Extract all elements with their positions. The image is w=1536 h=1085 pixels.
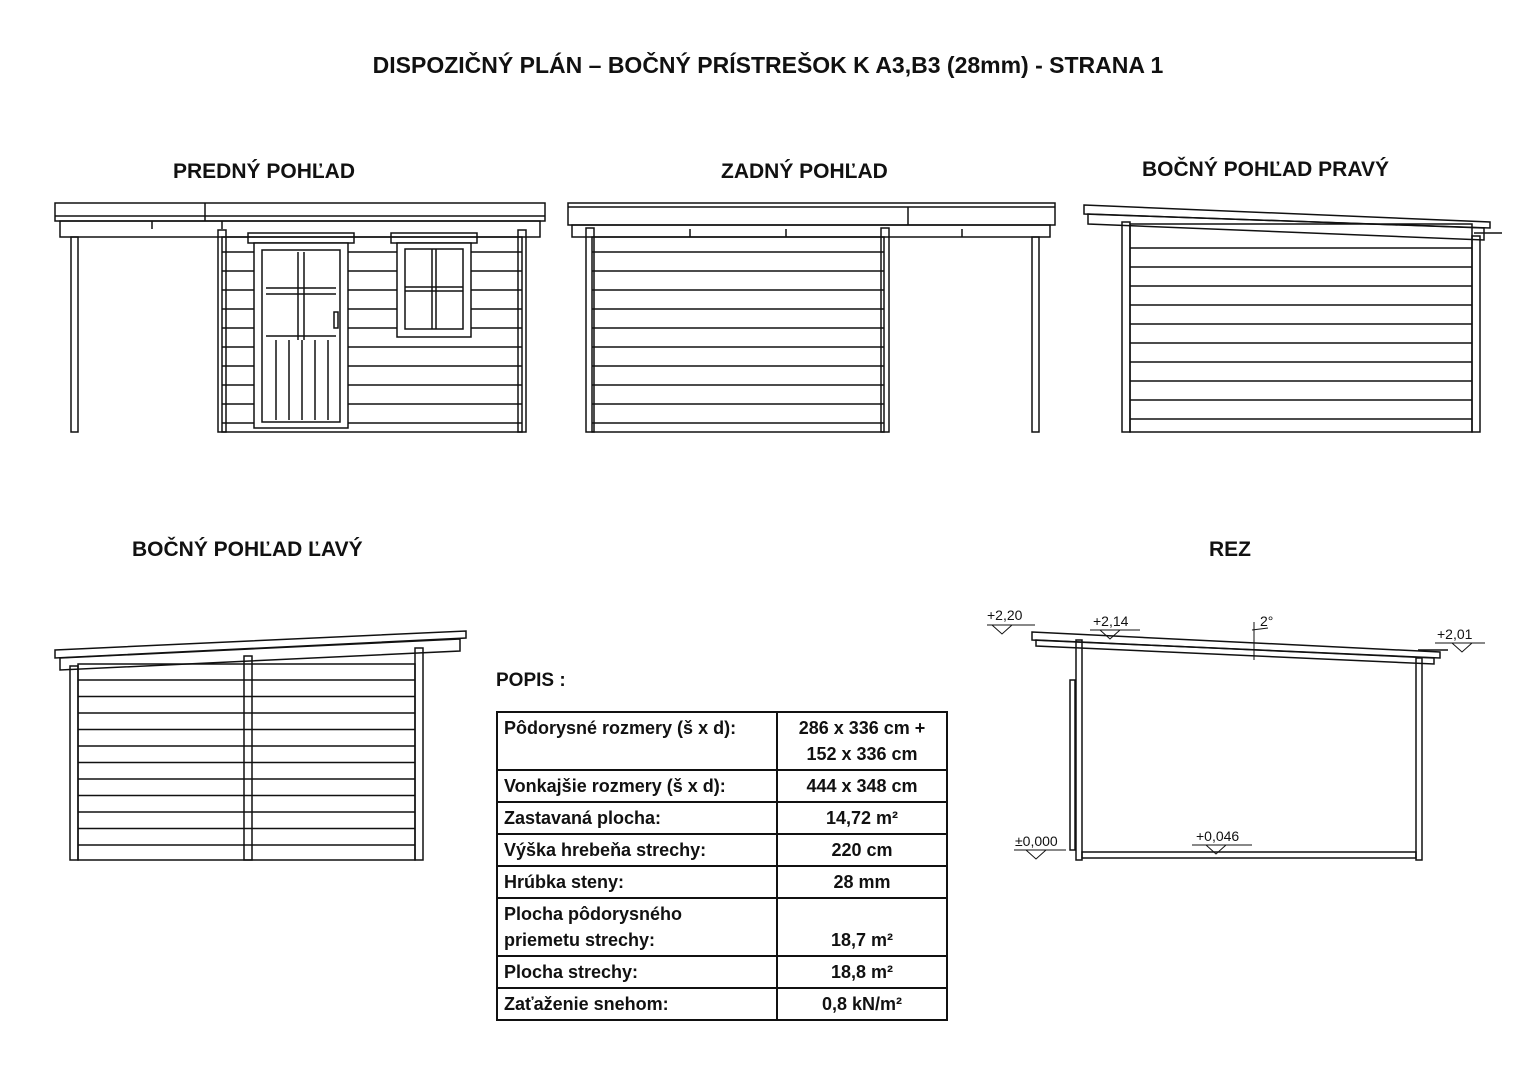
spec-label: Výška hrebeňa strechy: bbox=[497, 834, 777, 866]
level-roof-mid: +2,14 bbox=[1093, 613, 1129, 629]
level-ground: ±0,000 bbox=[1015, 833, 1058, 849]
spec-value: 220 cm bbox=[777, 834, 947, 866]
spec-value-line: 152 x 336 cm bbox=[806, 744, 918, 764]
table-row bbox=[497, 988, 947, 1020]
level-roof-left: +2,20 bbox=[987, 607, 1023, 623]
spec-label: Vonkajšie rozmery (š x d): bbox=[497, 770, 777, 802]
right-wall-boards bbox=[1130, 248, 1472, 419]
table-row bbox=[497, 712, 947, 770]
spec-value: 18,8 m² bbox=[777, 956, 947, 988]
table-row bbox=[497, 956, 947, 988]
table-row bbox=[497, 802, 947, 834]
spec-label: Plocha strechy: bbox=[497, 956, 777, 988]
popis-label: POPIS : bbox=[496, 670, 566, 691]
front-roof-fascia bbox=[55, 203, 545, 221]
spec-label bbox=[497, 898, 777, 956]
front-door-head bbox=[248, 233, 354, 243]
front-post bbox=[71, 237, 78, 432]
rear-view-drawing bbox=[568, 203, 1055, 432]
section-wall-left bbox=[1076, 640, 1082, 860]
front-view-label: PREDNÝ POHĽAD bbox=[173, 160, 356, 183]
table-row bbox=[497, 770, 947, 802]
level-roof-right: +2,01 bbox=[1437, 626, 1473, 642]
spec-value: 18,7 m² bbox=[777, 898, 947, 956]
left-wall-boards bbox=[78, 680, 415, 845]
rear-wall-boards bbox=[592, 252, 884, 423]
front-view-drawing bbox=[55, 203, 545, 432]
spec-value: 28 mm bbox=[777, 866, 947, 898]
front-window bbox=[397, 243, 471, 337]
front-roof-beam bbox=[60, 221, 540, 237]
table-row bbox=[497, 898, 947, 956]
spec-label-line: priemetu strechy: bbox=[504, 930, 656, 950]
spec-value-line: 286 x 336 cm + bbox=[798, 718, 926, 738]
spec-label: Hrúbka steny: bbox=[497, 866, 777, 898]
front-window-head bbox=[391, 233, 477, 243]
rear-post bbox=[1032, 237, 1039, 432]
rear-roof-beam bbox=[572, 225, 1050, 237]
level-floor: +0,046 bbox=[1196, 828, 1240, 844]
spec-label: Pôdorysné rozmery (š x d): bbox=[497, 712, 777, 770]
rear-wall bbox=[592, 237, 884, 432]
section-floor bbox=[1082, 852, 1416, 858]
page-title: DISPOZIČNÝ PLÁN – BOČNÝ PRÍSTREŠOK K A3,B3 (28mm) - STRANA 1 bbox=[372, 52, 1164, 78]
spec-label: Zaťaženie snehom: bbox=[497, 988, 777, 1020]
spec-value bbox=[777, 712, 947, 770]
spec-value: 0,8 kN/m² bbox=[777, 988, 947, 1020]
left-view-label: BOČNÝ POHĽAD ĽAVÝ bbox=[132, 538, 363, 561]
section-wall-right bbox=[1416, 658, 1422, 860]
left-view-drawing bbox=[55, 631, 466, 860]
table-row bbox=[497, 834, 947, 866]
right-view-label: BOČNÝ POHĽAD PRAVÝ bbox=[1142, 158, 1389, 181]
spec-value: 444 x 348 cm bbox=[777, 770, 947, 802]
section-view-label: REZ bbox=[1209, 538, 1251, 561]
roof-angle: 2° bbox=[1260, 613, 1274, 629]
right-view-drawing bbox=[1084, 205, 1502, 432]
section-drawing bbox=[987, 622, 1485, 860]
rear-view-label: ZADNÝ POHĽAD bbox=[721, 160, 888, 183]
spec-label: Zastavaná plocha: bbox=[497, 802, 777, 834]
table-row bbox=[497, 866, 947, 898]
section-roof bbox=[1032, 632, 1440, 658]
spec-value: 14,72 m² bbox=[777, 802, 947, 834]
specs-table bbox=[496, 711, 948, 1021]
spec-label-line: Plocha pôdorysného bbox=[504, 904, 683, 924]
